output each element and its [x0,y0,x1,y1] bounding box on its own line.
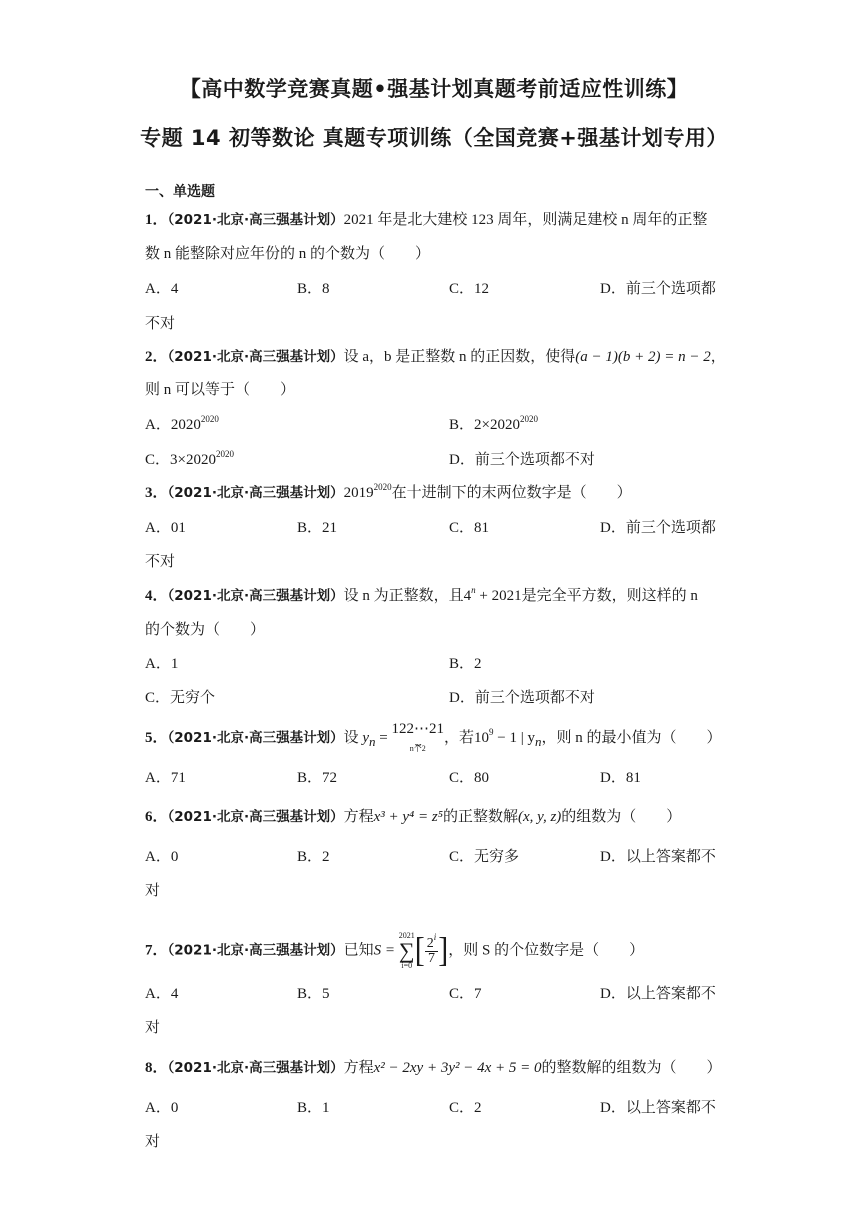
underbrace: 122⋯21 ⏟ n个2 [391,721,445,753]
question-1 [145,210,707,230]
question-number: 4． [145,588,168,604]
question-5: 5．（2021·北京·高三强基计划）设 $y_n$ = 122⋯21 ⏟ n个2 ，若$10^9 - 1$ | $y_n$，则 n 的最小值为（ ） [145,721,722,753]
option-d-wrap: 不对 [145,554,176,570]
question-8: 8．（2021·北京·高三强基计划）方程x² − 2xy + 3y² − 4x + 5 = 0的整数解的组数为（ ） [145,1060,722,1076]
question-number: 8． [145,1060,168,1076]
question-source: （2021·北京·高三强基计划） [167,809,344,825]
question-4 [145,586,698,606]
option-b: B．2 [449,656,482,672]
option-d-wrap: 对 [145,883,161,899]
question-number: 5． [145,730,168,746]
option-b: B．$2\times 2020^{2020}$ [449,414,538,433]
option-d: D．以上答案都不 [600,849,716,865]
section-heading: 一、单选题 [145,184,215,200]
math-expression: x³ + y⁴ = z⁵ [373,809,443,825]
option-d: D．以上答案都不 [600,986,716,1002]
question-text: 方程 [343,809,374,825]
math-triple: (x, y, z) [517,809,562,825]
question-number: 3． [145,485,168,501]
option-b: B．8 [297,281,330,297]
option-c: C．$3\times 2020^{2020}$ [145,449,234,468]
page-subtitle: 专题 14 初等数论 真题专项训练（全国竞赛+强基计划专用） [140,126,728,150]
option-d: D．81 [600,770,641,786]
question-1-line2: 数 n 能整除对应年份的 n 的个数为（ ） [145,246,431,262]
math-base: 2019 [343,485,374,501]
option-d-wrap: 对 [145,1134,161,1150]
question-number: 2． [145,349,168,365]
option-d: D．前三个选项都 [600,520,716,536]
option-d: D．前三个选项都不对 [449,690,595,706]
question-6: 6．（2021·北京·高三强基计划）方程x³ + y⁴ = z⁵的正整数解(x, y, z)的组数为（ ） [145,809,682,825]
question-text: 在十进制下的末两位数字是（ ） [391,485,632,501]
question-number: 1． [145,212,168,228]
question-text: 是完全平方数，则这样的 n [521,588,698,604]
option-c: C．81 [449,520,490,536]
option-a: A．0 [145,849,179,865]
question-text: 已知 [343,942,374,959]
question-2: 2．（2021·北京·高三强基计划）设 a，b 是正整数 n 的正因数，使得(a − 1)(b + 2) = n − 2， [145,349,726,365]
question-number: 6． [145,809,168,825]
option-b: B．72 [297,770,338,786]
question-7: 7．（2021·北京·高三强基计划）已知S = 2021 ∑ i=0 [ $\frac{2^i}{7}$ ]，则 S 的个位数字是（ ） [145,931,645,970]
question-text: 设 a，b 是正整数 n 的正因数，使得 [343,349,576,365]
question-text: 设 n 为正整数，且 [343,588,464,604]
option-d: D．以上答案都不 [600,1100,716,1116]
option-d: D．前三个选项都不对 [449,452,595,468]
option-a: A．01 [145,520,186,536]
question-source: （2021·北京·高三强基计划） [167,485,344,501]
question-source: （2021·北京·高三强基计划） [167,730,344,746]
option-c: C．12 [449,281,490,297]
option-a: A．$2020^{2020}$ [145,414,219,433]
math-base: 4 [463,588,472,604]
summation-sign: 2021 ∑ i=0 [398,931,415,970]
math-expression: x² − 2xy + 3y² − 4x + 5 = 0 [373,1060,542,1076]
question-source: （2021·北京·高三强基计划） [167,588,344,604]
question-source: （2021·北京·高三强基计划） [167,942,344,959]
fraction: $\frac{2^i}{7}$ [426,931,437,966]
question-source: （2021·北京·高三强基计划） [167,212,344,228]
question-3 [145,483,632,503]
math-rest: + 2021 [475,588,522,604]
question-text: 2021 年是北大建校 123 周年，则满足建校 n 周年的正整 [343,212,708,228]
option-a: A．0 [145,1100,179,1116]
question-text: ，则 n 的最小值为（ ） [541,730,722,746]
option-a: A．71 [145,770,186,786]
option-a: A．4 [145,986,179,1002]
question-text: 方程 [343,1060,374,1076]
question-source: （2021·北京·高三强基计划） [167,349,344,365]
option-b: B．2 [297,849,330,865]
option-c: C．无穷多 [449,849,520,865]
option-b: B．5 [297,986,330,1002]
option-b: B．21 [297,520,338,536]
option-c: C．80 [449,770,490,786]
math-expression: (a − 1)(b + 2) = n − 2 [575,349,711,365]
math-exponent: 2020 [373,482,392,492]
question-2-line2: 则 n 可以等于（ ） [145,382,296,398]
page-title: 【高中数学竞赛真题•强基计划真题考前适应性训练】 [179,77,689,101]
option-a: A．1 [145,656,179,672]
option-c: C．2 [449,1100,482,1116]
option-c: C．7 [449,986,482,1002]
question-text: 设 [343,730,359,746]
option-a: A．4 [145,281,179,297]
option-d-wrap: 不对 [145,316,176,332]
option-d-wrap: 对 [145,1020,161,1036]
option-b: B．1 [297,1100,330,1116]
option-d: D．前三个选项都 [600,281,716,297]
option-c: C．无穷个 [145,690,216,706]
question-number: 7． [145,942,168,959]
math-exponent: n [471,585,476,595]
question-source: （2021·北京·高三强基计划） [167,1060,344,1076]
question-4-line2: 的个数为（ ） [145,622,266,638]
math-var: y [362,730,370,746]
